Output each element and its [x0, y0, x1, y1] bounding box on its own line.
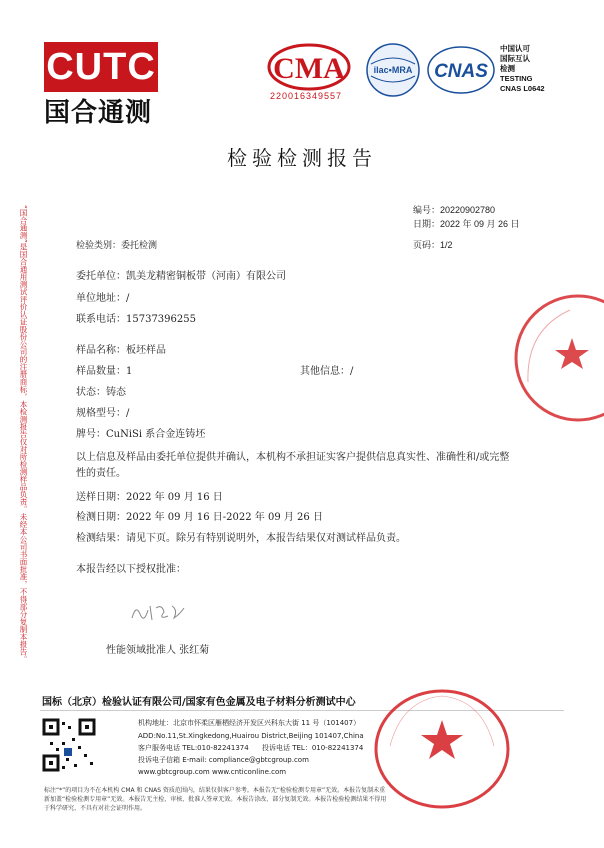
footer-service-tel: 客户服务电话 TEL:010-82241374	[138, 744, 249, 752]
report-title: 检验检测报告	[227, 146, 377, 170]
report-number: 编号：20220902780	[413, 205, 496, 215]
material-grade: 牌号：CuNiSi 系合金连铸坯	[76, 429, 206, 440]
footer-website: www.gbtcgroup.com www.cnticonline.com	[138, 768, 287, 776]
footer-complaint-tel: 投诉电话 TEL：010-82241374	[262, 744, 364, 752]
qr-code-icon	[42, 718, 96, 772]
test-result: 检测结果：请见下页。除另有特别说明外，本报告结果仅对测试样品负责。	[76, 533, 406, 544]
footer-fine-print: 标注“*”的项目为不在本机构 CMA 和 CNAS 资质范围内，结果仅供客户参考。本报告无“检验检测专用章”无效。本报告复制未重新加盖“检验检测专用章”无效。本报告无主检、审核、批准人签章无效。本报告涂改、部分复制无效。本报告检验检测结果不得用于科学研究、不具有对社会证明作用。	[44, 787, 387, 812]
cnas-note: 中国认可 国际互认 检测 TESTING CNAS L0642	[500, 44, 545, 93]
cnas-mark-icon	[426, 44, 496, 96]
official-stamp-top	[510, 290, 604, 426]
cutc-logo	[44, 42, 158, 92]
report-date: 日期：2022 年 09 月 26 日	[413, 219, 520, 229]
approver-line: 性能领域批准人 张红菊	[106, 645, 210, 656]
client-unit: 委托单位：凯美龙精密铜板带（河南）有限公司	[76, 271, 286, 282]
official-stamp-bottom	[372, 686, 512, 812]
inspection-category: 检验类别：委托检测	[76, 240, 158, 250]
test-date: 检测日期：2022 年 09 月 16 日-2022 年 09 月 26 日	[76, 512, 323, 523]
client-address: 单位地址：/	[76, 293, 130, 304]
footer-address-en: ADD:No.11,St.Xingkedong,Huairou District,Beijing 101407,China	[138, 732, 364, 740]
ilac-text: ilac•MRA	[373, 65, 413, 75]
approval-intro: 本报告经以下授权批准：	[76, 564, 186, 575]
other-info: 其他信息：/	[300, 366, 354, 377]
sample-state: 状态：铸态	[76, 387, 126, 398]
sample-name: 样品名称：板坯样品	[76, 345, 166, 356]
handwritten-signature	[128, 600, 188, 626]
client-phone: 联系电话：15737396255	[76, 314, 196, 325]
logo-main-text: CUTC	[46, 46, 156, 88]
receive-date: 送样日期：2022 年 09 月 16 日	[76, 492, 223, 503]
page-number: 页码：1/2	[413, 240, 453, 250]
cma-mark-icon	[266, 42, 352, 92]
cma-number: 220016349557	[270, 91, 343, 101]
ilac-mra-icon	[365, 42, 421, 98]
cma-text: CMA	[273, 52, 345, 85]
spec-model: 规格型号：/	[76, 408, 130, 419]
cnas-text: CNAS	[434, 61, 488, 82]
disclaimer-text: 以上信息及样品由委托单位提供并确认，本机构不承担证实客户提供信息真实性、准确性和/或完整性的责任。	[76, 452, 510, 479]
footer-org-name: 国标（北京）检验认证有限公司/国家有色金属及电子材料分析测试中心	[42, 697, 356, 708]
side-disclaimer: “国合通测”是国合通用测试评价认证股份公司的注册商标，本检测报告仅对所检测样品负责。未经本公司书面批准，不得部分复制本报告。	[19, 205, 28, 663]
footer-email: 投诉电子信箱 E-mail: compliance@gbtcgroup.com	[138, 756, 309, 764]
logo-subtitle: 国合通测	[44, 98, 153, 128]
footer-address-cn: 机构地址：北京市怀柔区雁栖经济开发区兴科东大街 11 号（101407）	[138, 719, 361, 727]
sample-quantity: 样品数量：1	[76, 366, 133, 377]
